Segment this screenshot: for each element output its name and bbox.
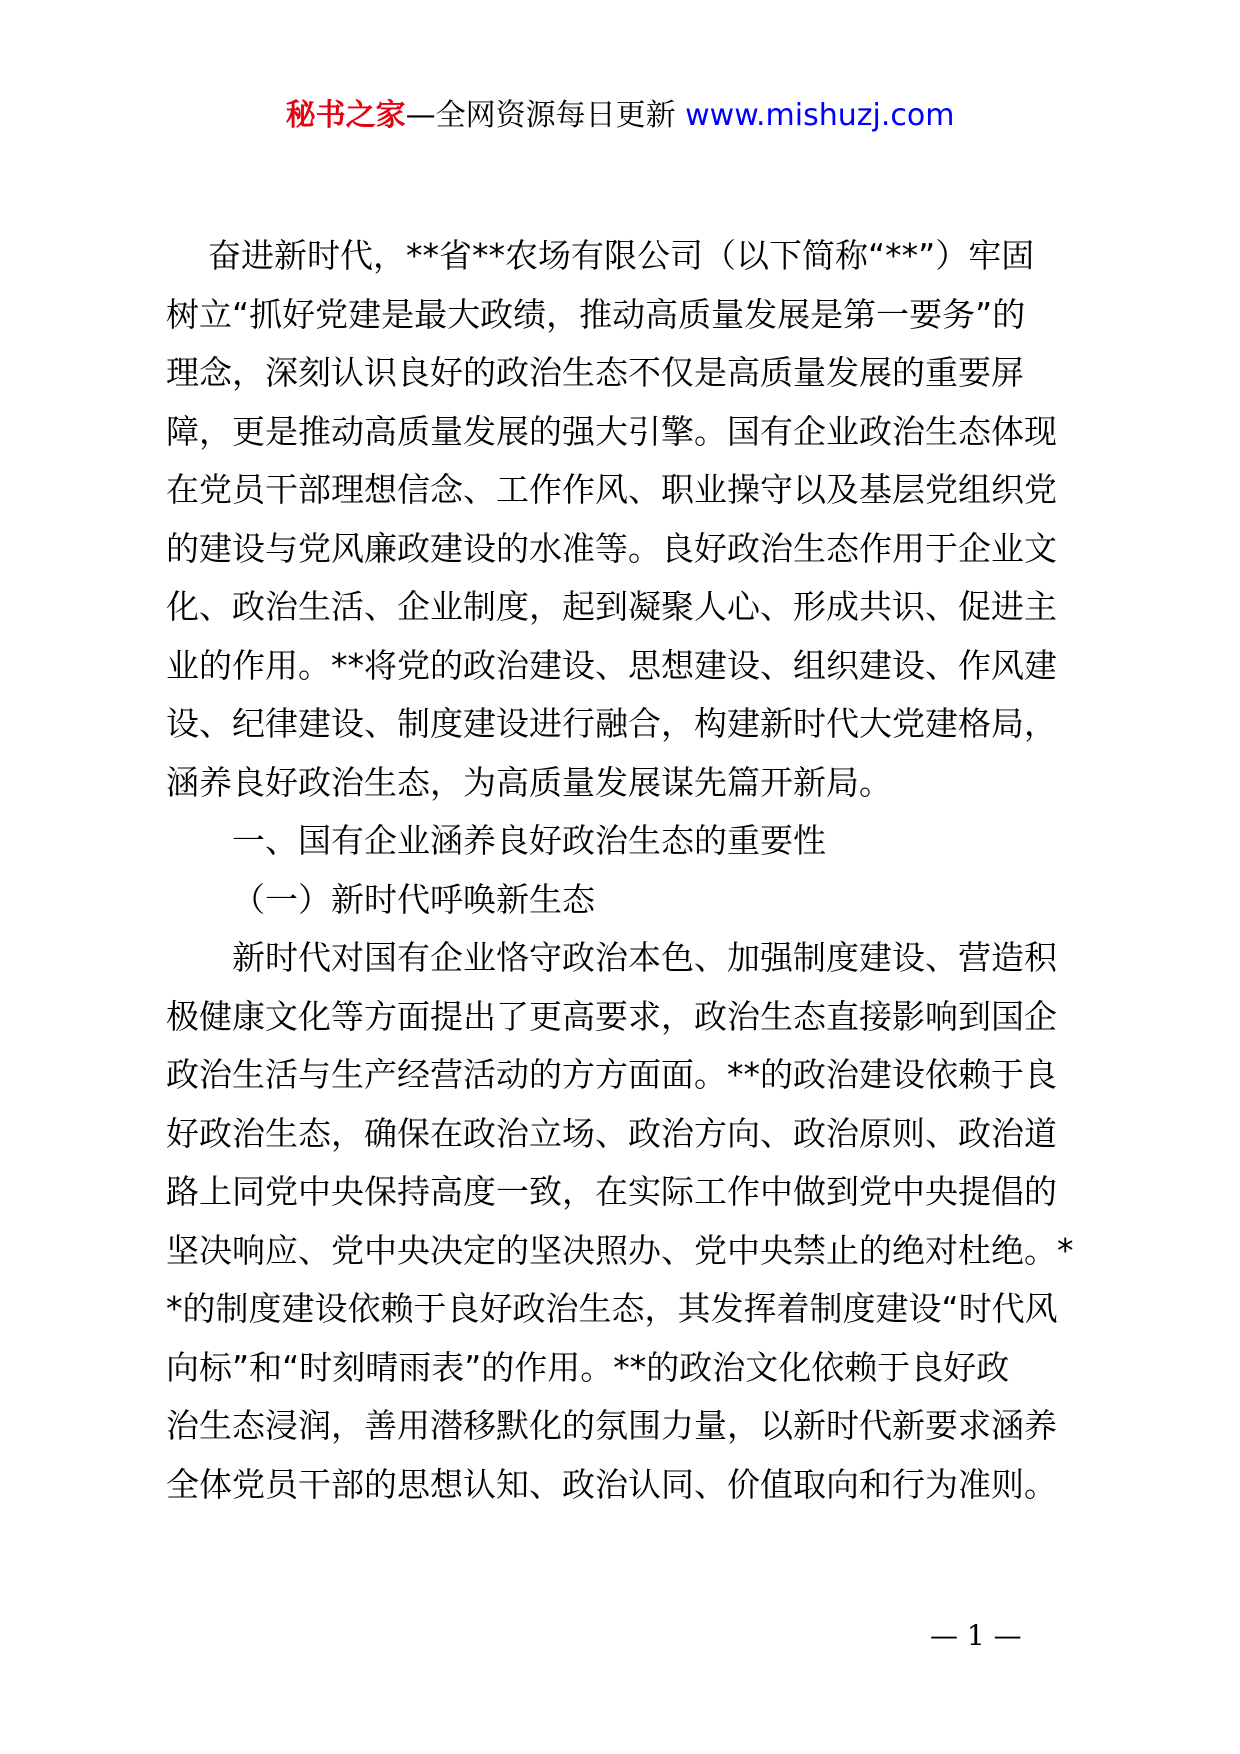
paragraph-line: 治生态浸润，善用潜移默化的氛围力量，以新时代新要求涵养 (166, 1406, 1057, 1445)
section-heading: 一、国有企业涵养良好政治生态的重要性 (232, 821, 826, 860)
paragraph-line: 的建设与党风廉政建设的水准等。良好政治生态作用于企业文 (166, 528, 1057, 568)
paragraph-line: 化、政治生活、企业制度，起到凝聚人心、形成共识、促进主 (166, 587, 1057, 626)
paragraph-line: 设、纪律建设、制度建设进行融合，构建新时代大党建格局， (166, 704, 1057, 743)
paragraph-line: 理念，深刻认识良好的政治生态不仅是高质量发展的重要屏 (166, 353, 1024, 392)
paragraph-line: 树立“抓好党建是最大政绩，推动高质量发展是第一要务”的 (166, 294, 1026, 334)
page-header (0, 96, 1240, 136)
paragraph-line: 极健康文化等方面提出了更高要求，政治生态直接影响到国企 (166, 996, 1057, 1036)
site-url-link[interactable]: www.mishuzj.com (685, 98, 955, 133)
subsection-heading: （一）新时代呼唤新生态 (232, 879, 595, 919)
site-brand: 秘书之家 (285, 98, 406, 133)
site-tagline: —全网资源每日更新 (405, 98, 676, 133)
paragraph-line: 全体党员干部的思想认知、政治认同、价值取向和行为准则。 (166, 1464, 1057, 1504)
paragraph-line: 路上同党中央保持高度一致，在实际工作中做到党中央提倡的 (166, 1172, 1057, 1211)
paragraph-line: 坚决响应、党中央决定的坚决照办、党中央禁止的绝对杜绝。* (166, 1230, 1074, 1270)
paragraph-line: 奋进新时代，**省**农场有限公司（以下简称“**”）牢固 (208, 236, 1035, 275)
paragraph-line: 业的作用。**将党的政治建设、思想建设、组织建设、作风建 (166, 645, 1057, 685)
paragraph-line: 障，更是推动高质量发展的强大引擎。国有企业政治生态体现 (166, 411, 1057, 451)
paragraph-line: *的制度建设依赖于良好政治生态，其发挥着制度建设“时代风 (166, 1289, 1058, 1328)
paragraph-line: 好政治生态，确保在政治立场、政治方向、政治原则、政治道 (166, 1113, 1057, 1153)
paragraph-line: 新时代对国有企业恪守政治本色、加强制度建设、营造积 (232, 938, 1057, 977)
page-number: — 1 — (930, 1619, 1022, 1652)
paragraph-line: 涵养良好政治生态，为高质量发展谋先篇开新局。 (166, 762, 892, 802)
paragraph-line: 在党员干部理想信念、工作作风、职业操守以及基层党组织党 (166, 470, 1057, 509)
document-body (166, 227, 1096, 1514)
paragraph-line: 政治生活与生产经营活动的方方面面。**的政治建设依赖于良 (166, 1055, 1057, 1094)
paragraph-line: 向标”和“时刻晴雨表”的作用。**的政治文化依赖于良好政 (166, 1347, 1010, 1387)
